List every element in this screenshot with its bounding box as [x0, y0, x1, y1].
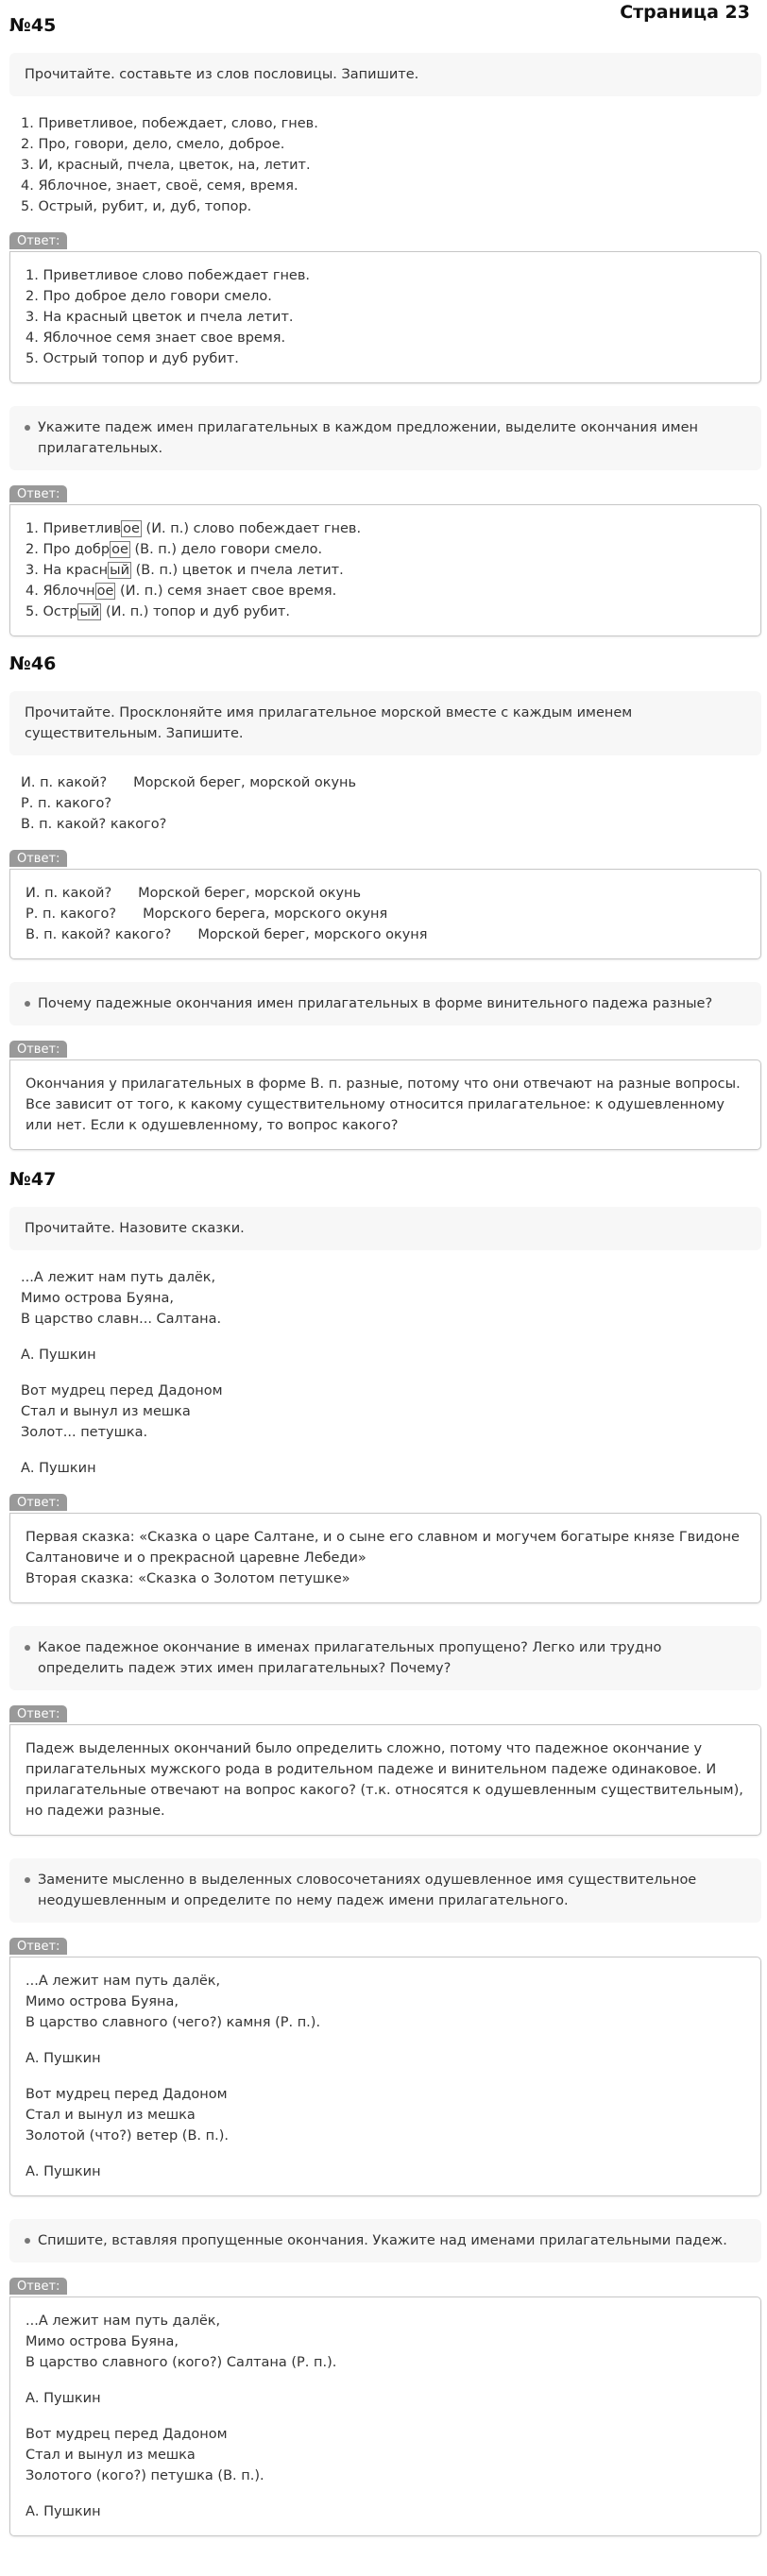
list-item: И. п. какой? Морской берег, морской окунь — [21, 775, 357, 790]
task-46-question-2: Почему падежные окончания имен прилагательных в форме винительного падежа разные? — [9, 982, 761, 1025]
list-item: 3. И, красный, пчела, цветок, на, летит. — [21, 158, 311, 173]
answer-line: 2. Про добр ое (В. п.) дело говори смело. — [26, 542, 323, 557]
list-item: 2. Про, говори, дело, смело, доброе. — [21, 137, 285, 152]
poem-line: Мимо острова Буяна, — [21, 1291, 174, 1306]
answer-label: Ответ: — [9, 1494, 67, 1511]
ending-highlight: ое — [111, 542, 128, 557]
answer-line: И. п. какой? Морской берег, морской окунь — [26, 886, 362, 901]
poem-line: Вот мудрец перед Дадоном — [26, 2087, 228, 2102]
poem-line: В царство славного (кого?) Салтана (Р. п.). — [26, 2355, 337, 2370]
answer-line: 1. Приветлив ое (И. п.) слово побеждает гнев. — [26, 521, 362, 536]
ending-highlight: ое — [96, 584, 114, 599]
list-item: 1. Приветливое, побеждает, слово, гнев. — [21, 116, 318, 131]
answer-label: Ответ: — [9, 1938, 67, 1955]
poem-line: Стал и вынул из мешка — [26, 2448, 196, 2463]
answer-line: 5. Остр ый (И. п.) топор и дуб рубит. — [26, 604, 290, 619]
answer-label: Ответ: — [9, 1041, 67, 1058]
answer-text: Окончания у прилагательных в форме В. п. разные, потому что они отвечают на разные вопросы. Все зависит от того, к какому существительному относится прилагательное: к одушевленному или нет. Если к одушевленному, то вопрос какого? — [26, 1076, 741, 1133]
answer-line: 3. На красн ый (В. п.) цветок и пчела летит. — [26, 563, 344, 578]
answer-line: Р. п. какого? Морского берега, морского окуня — [26, 907, 388, 922]
task-47-instruction: Прочитайте. Назовите сказки. — [9, 1207, 761, 1250]
answer-line: 5. Острый топор и дуб рубит. — [26, 351, 239, 366]
poem-line: Вот мудрец перед Дадоном — [26, 2427, 228, 2442]
poem-author: А. Пушкин — [26, 2164, 101, 2179]
answer-label: Ответ: — [9, 2278, 67, 2295]
answer-text: Падеж выделенных окончаний было определить сложно, потому что падежное окончание у прилагательных мужского рода в родительном падеже и винительном падеже одинаковое. И прилагательные отвечают на вопрос какого? (т.к. относятся к одушевленным существительным), но падежи разные. — [26, 1741, 743, 1819]
poem-line: В царство славного (чего?) камня (Р. п.). — [26, 2015, 321, 2030]
task-46-answer — [9, 869, 761, 959]
list-item: В. п. какой? какого? — [21, 817, 167, 832]
task-46-answer-2 — [9, 1059, 761, 1150]
task-47-question-3: Замените мысленно в выделенных словосочетаниях одушевленное имя существительное неодушевленным и определите по нему падеж имени прилагательного. — [9, 1858, 761, 1923]
task-45-items — [21, 113, 758, 217]
poem-line: Мимо острова Буяна, — [26, 2334, 179, 2349]
answer-line: 3. На красный цветок и пчела летит. — [26, 310, 294, 325]
task-47-question-4: Спишите, вставляя пропущенные окончания. Укажите над именами прилагательными падеж. — [9, 2219, 761, 2262]
task-45-answer-2 — [9, 504, 761, 636]
poem-line: Мимо острова Буяна, — [26, 1994, 179, 2009]
answer-line: Вторая сказка: «Сказка о Золотом петушке» — [26, 1571, 350, 1586]
list-item: Р. п. какого? — [21, 796, 112, 811]
task-47-answer — [9, 1513, 761, 1603]
poem-author: А. Пушкин — [26, 2391, 101, 2406]
poem-line: Стал и вынул из мешка — [21, 1404, 191, 1419]
task-46-instruction: Прочитайте. Просклоняйте имя прилагательное морской вместе с каждым именем существительным. Запишите. — [9, 691, 761, 755]
ending-highlight: ый — [79, 604, 100, 619]
answer-label: Ответ: — [9, 850, 67, 867]
answer-line: В. п. какой? какого? Морской берег, морского окуня — [26, 927, 428, 942]
answer-label: Ответ: — [9, 485, 67, 502]
poem-line: Вот мудрец перед Дадоном — [21, 1383, 223, 1398]
poem-line: ...А лежит нам путь далёк, — [26, 1974, 221, 1989]
poem-line: Золотого (кого?) петушка (В. п.). — [26, 2468, 264, 2483]
task-title-45: №45 — [9, 15, 57, 36]
poem-author: А. Пушкин — [21, 1461, 96, 1476]
task-45-instruction: Прочитайте. составьте из слов пословицы. Запишите. — [9, 53, 761, 96]
answer-label: Ответ: — [9, 232, 67, 249]
task-47-question-2: Какое падежное окончание в именах прилагательных пропущено? Легко или трудно определить падеж этих имен прилагательных? Почему? — [9, 1626, 761, 1690]
poem-author: А. Пушкин — [21, 1347, 96, 1363]
task-47-poems — [21, 1267, 758, 1479]
task-title-47: №47 — [9, 1169, 57, 1190]
poem-author: А. Пушкин — [26, 2051, 101, 2066]
answer-label: Ответ: — [9, 1705, 67, 1722]
answer-line: 2. Про доброе дело говори смело. — [26, 289, 272, 304]
task-47-answer-4 — [9, 2296, 761, 2536]
poem-line: В царство славн... Салтана. — [21, 1312, 222, 1327]
answer-line: 4. Яблочное семя знает свое время. — [26, 330, 286, 346]
list-item: 4. Яблочное, знает, своё, семя, время. — [21, 178, 298, 194]
page-number: Страница 23 — [620, 2, 750, 23]
task-47-answer-3 — [9, 1957, 761, 2196]
poem-author: А. Пушкин — [26, 2504, 101, 2519]
list-item: 5. Острый, рубит, и, дуб, топор. — [21, 199, 252, 214]
poem-line: Золот... петушка. — [21, 1425, 148, 1440]
answer-line: 4. Яблочн ое (И. п.) семя знает свое время. — [26, 584, 337, 599]
task-title-46: №46 — [9, 653, 57, 674]
ending-highlight: ое — [123, 521, 140, 536]
task-46-rows — [21, 772, 758, 835]
poem-line: ...А лежит нам путь далёк, — [21, 1270, 216, 1285]
task-47-answer-2 — [9, 1724, 761, 1836]
task-45-answer — [9, 251, 761, 383]
poem-line: ...А лежит нам путь далёк, — [26, 2313, 221, 2329]
answer-line: 1. Приветливое слово побеждает гнев. — [26, 268, 311, 283]
task-45-question-2: Укажите падеж имен прилагательных в каждом предложении, выделите окончания имен прилагательных. — [9, 406, 761, 470]
answer-line: Первая сказка: «Сказка о царе Салтане, и о сыне его славном и могучем богатыре князе Гвидоне Салтановиче и о прекрасной царевне Лебеди» — [26, 1530, 740, 1566]
poem-line: Золотой (что?) ветер (В. п.). — [26, 2128, 229, 2144]
ending-highlight: ый — [110, 563, 130, 578]
poem-line: Стал и вынул из мешка — [26, 2108, 196, 2123]
